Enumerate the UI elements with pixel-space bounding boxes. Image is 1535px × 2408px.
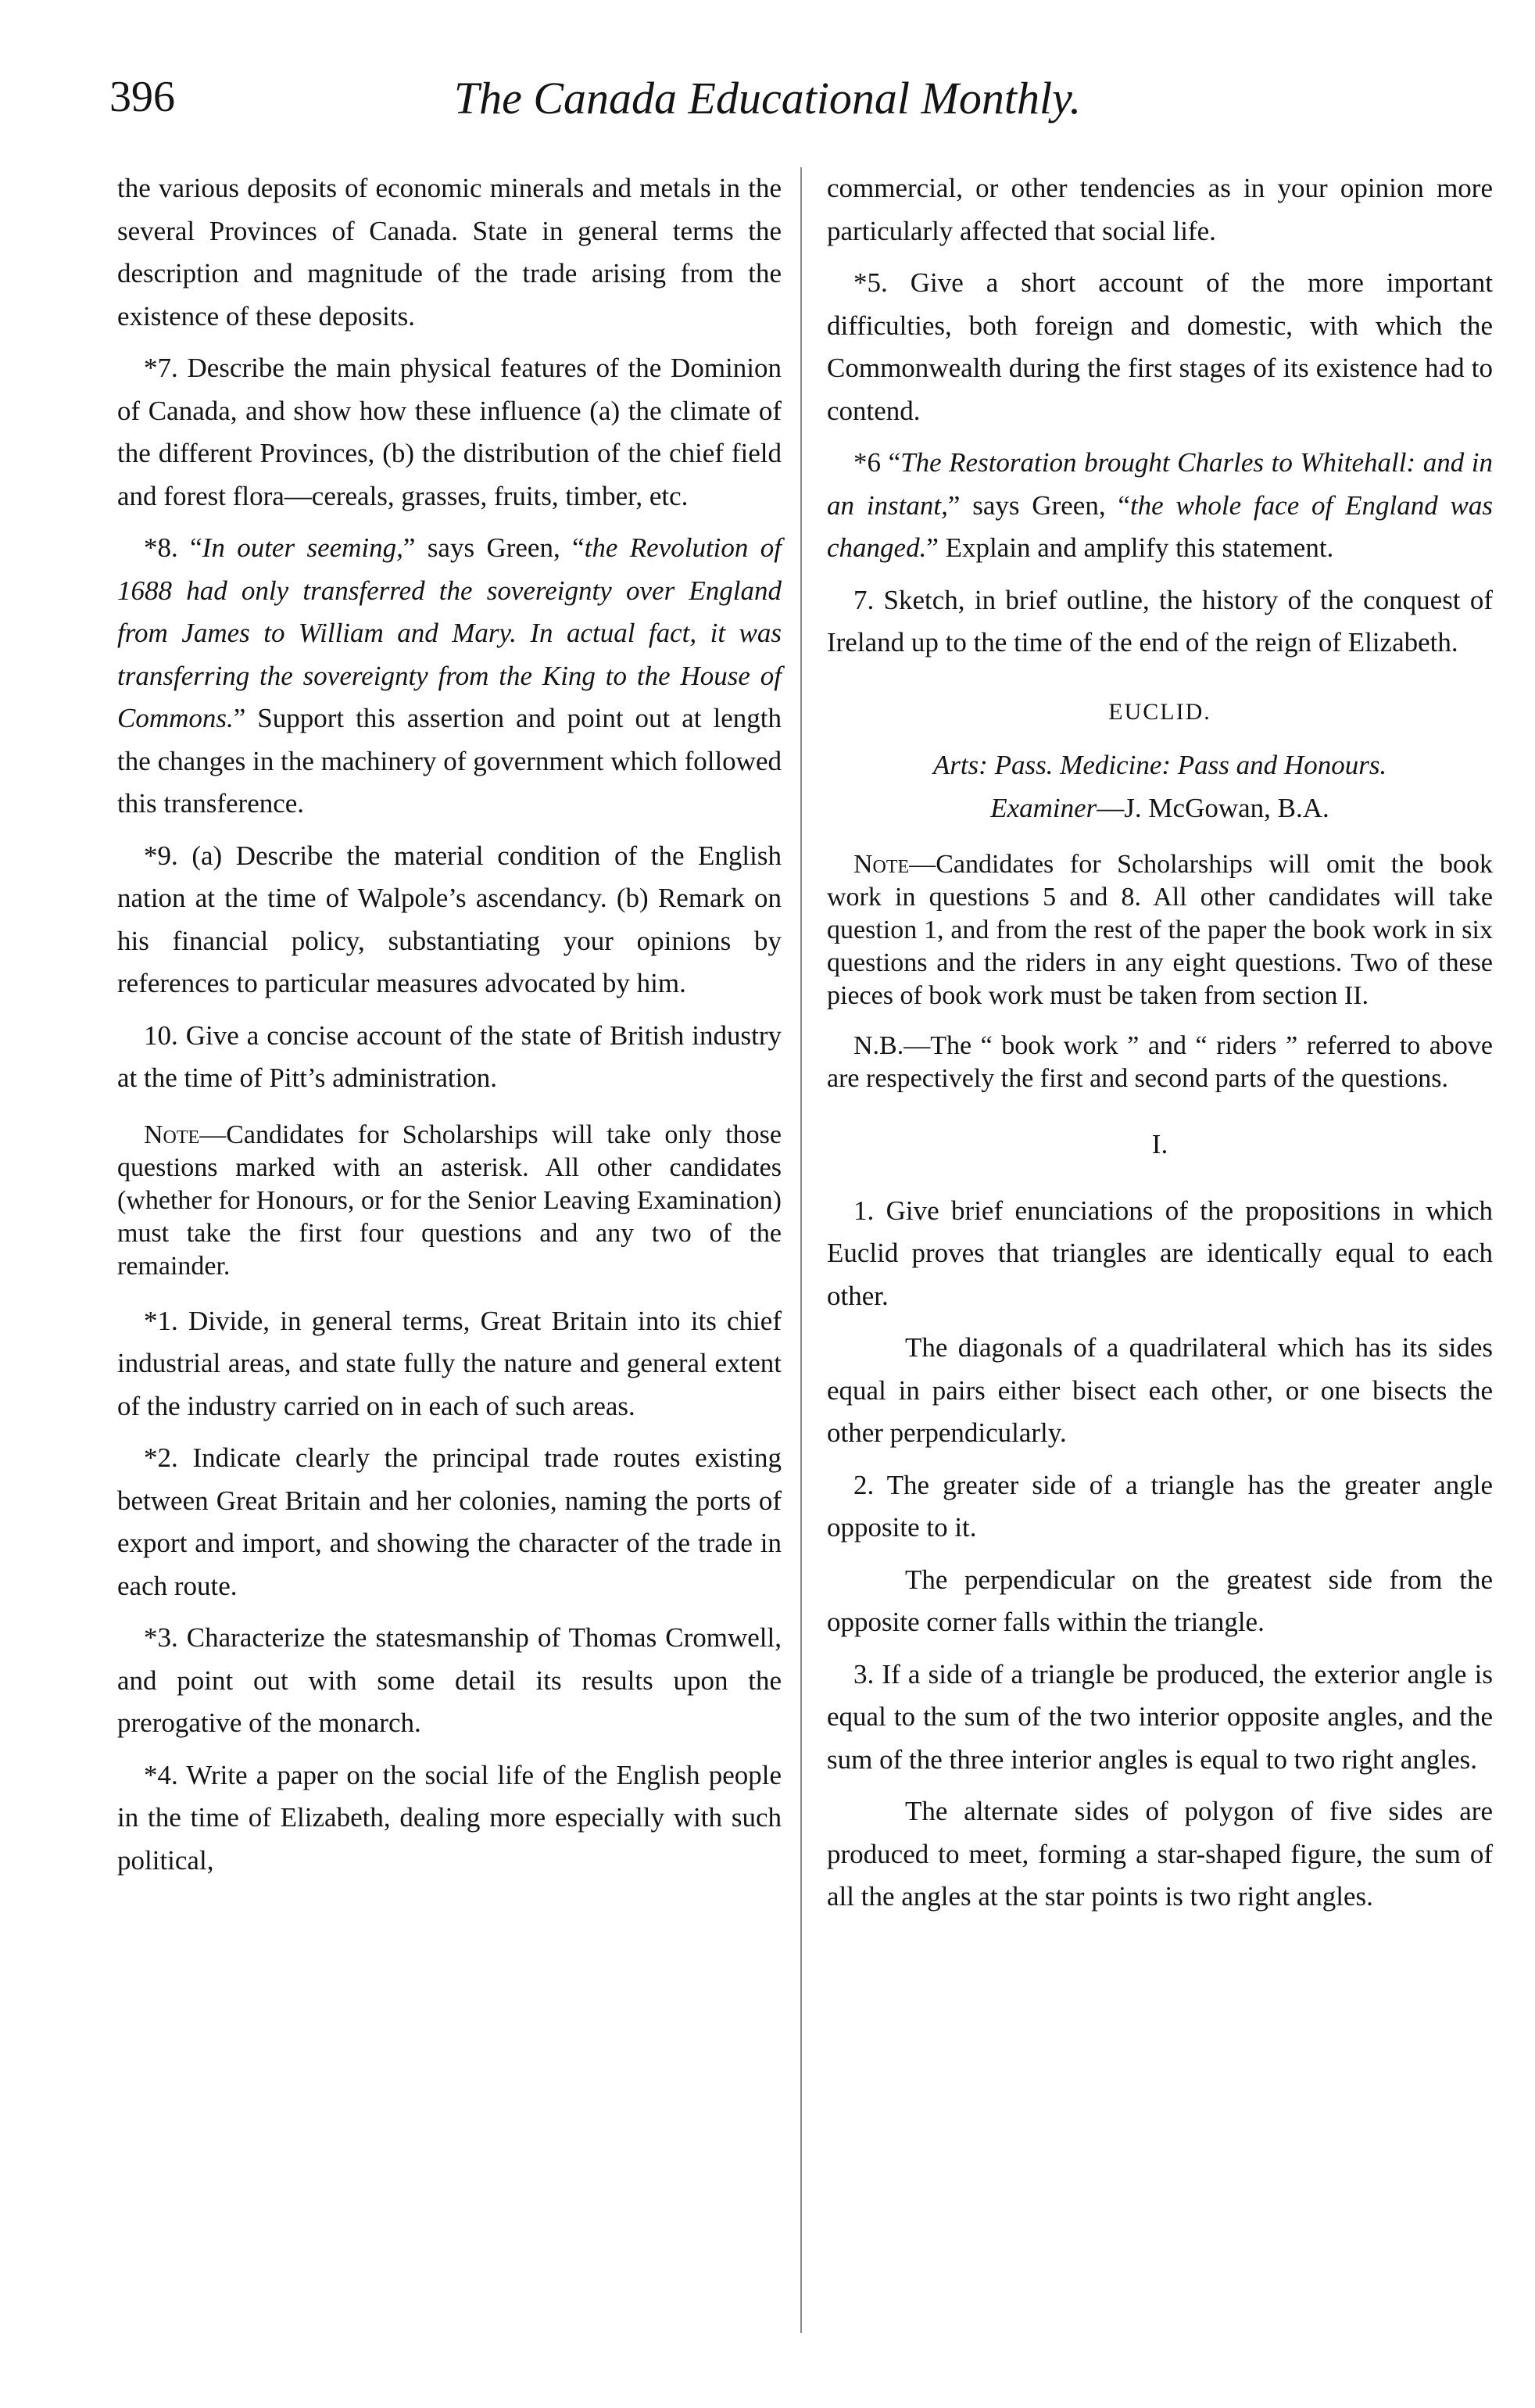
euclid-rider-2: The perpendicular on the greatest side from the opposite corner falls within the triangle. — [827, 1564, 1493, 1637]
question-6 — [827, 442, 1493, 570]
note-paragraph — [827, 848, 1493, 1012]
euclid-rider-1: The diagonals of a quadrilateral which has its sides equal in pairs either bisect each other, or one bisects the other perpendicularly. — [827, 1332, 1493, 1448]
page-header — [0, 72, 1535, 134]
question-9: *9. (a) Describe the material condition of the English nation at the time of Walpole’s ascendancy. (b) Remark on his financial policy, substantiating your opinions by references to particular measures advocated by him. — [117, 840, 782, 998]
question-7: 7. Sketch, in brief outline, the history of the conquest of Ireland up to the time of the end of the reign of Elizabeth. — [827, 584, 1493, 658]
note-label: Note — [853, 850, 910, 879]
arts-line: Arts: Pass. Medicine: Pass and Honours. — [932, 750, 1387, 780]
section-numeral: I. — [1151, 1129, 1168, 1159]
question-3: *3. Characterize the statesmanship of Thomas Cromwell, and point out with some detail its results upon the prerogative of the monarch. — [117, 1622, 782, 1738]
examiner-name: —J. McGowan, B.A. — [1097, 792, 1329, 823]
question-5: *5. Give a short account of the more important difficulties, both foreign and domestic, with which the Commonwealth during the first stages of its existence had to contend. — [827, 267, 1493, 426]
running-title: The Canada Educational Monthly. — [453, 73, 1082, 124]
question-8 — [117, 527, 782, 826]
question-6-lead: *6 “ — [853, 447, 901, 478]
page-number: 396 — [109, 73, 175, 121]
question-8-quote-a: In outer seeming, — [202, 532, 403, 563]
question-8-mid: ” says Green, “ — [403, 532, 585, 563]
euclid-question-3: 3. If a side of a triangle be produced, the exterior angle is equal to the sum of the two interior opposite angles, and the sum of the three interior angles is equal to two right angles. — [827, 1658, 1493, 1775]
note-paragraph — [117, 1119, 782, 1283]
question-7: *7. Describe the main physical features of the Dominion of Canada, and show how these influence (a) the climate of the different Provinces, (b) the distribution of the chief field and forest flora—cereals, grasses, fruits, timber, etc. — [117, 353, 782, 511]
column-divider — [800, 167, 802, 2333]
examiner-line — [827, 787, 1493, 830]
question-4: *4. Write a paper on the social life of the English people in the time of Elizabeth, dealing more especially with such political, — [117, 1759, 782, 1876]
question-10: 10. Give a concise account of the state of British industry at the time of Pitt’s administration. — [117, 1019, 782, 1093]
left-column — [117, 167, 782, 1891]
examiner-label: Examiner — [990, 792, 1097, 823]
note-text: —Candidates for Scholarships will take only those questions marked with an asterisk. All other candidates (whether for Honours, or for the Senior Leaving Examination) must take the first four questions and any two of the remainder. — [117, 1120, 782, 1281]
note-label: Note — [144, 1120, 200, 1149]
question-8-quote-b: the Revolution of 1688 had only transferred the sovereignty over England from James to William and Mary. In actual fact, it was transferring the sovereignty from the King to the House of Commons. — [117, 532, 782, 733]
question-6-tail: ” Explain and amplify this statement. — [926, 532, 1334, 563]
euclid-rider-3: The alternate sides of polygon of five sides are produced to meet, forming a star-shaped figure, the sum of all the angles at the star points is two right angles. — [827, 1796, 1493, 1912]
continued-paragraph: the various deposits of economic minerals and metals in the several Provinces of Canada. State in general terms the description and magnitude of the trade arising from the existence of these deposits. — [117, 173, 782, 331]
euclid-question-2: 2. The greater side of a triangle has the greater angle opposite to it. — [827, 1469, 1493, 1543]
euclid-question-1: 1. Give brief enunciations of the propositions in which Euclid proves that triangles are identically equal to each other. — [827, 1195, 1493, 1311]
question-6-mid: ” says Green, “ — [947, 489, 1130, 521]
nb-paragraph: N.B.—The “ book work ” and “ riders ” referred to above are respectively the first and second parts of the questions. — [827, 1031, 1493, 1093]
question-8-tail: ” Support this assertion and point out at length the changes in the machinery of government which followed this transference. — [117, 703, 782, 819]
right-column — [827, 167, 1493, 1928]
question-8-lead: *8. “ — [144, 532, 202, 563]
question-1: *1. Divide, in general terms, Great Britain into its chief industrial areas, and state fully the nature and general extent of the industry carried on in each of such areas. — [117, 1305, 782, 1421]
question-6-quote-b: the whole face of England was changed. — [827, 489, 1493, 563]
continued-paragraph: commercial, or other tendencies as in your opinion more particularly affected that social life. — [827, 173, 1493, 246]
note-text: —Candidates for Scholarships will omit the book work in questions 5 and 8. All other candidates will take question 1, and from the rest of the paper the book work in six questions and the riders in any eight questions. Two of these pieces of book work must be taken from section II. — [827, 850, 1493, 1010]
question-6-quote-a: The Restoration brought Charles to Whitehall: and in an instant, — [827, 447, 1493, 521]
section-title: EUCLID. — [1108, 698, 1211, 725]
question-2: *2. Indicate clearly the principal trade routes existing between Great Britain and her colonies, naming the ports of export and import, and showing the character of the trade in each route. — [117, 1442, 782, 1601]
